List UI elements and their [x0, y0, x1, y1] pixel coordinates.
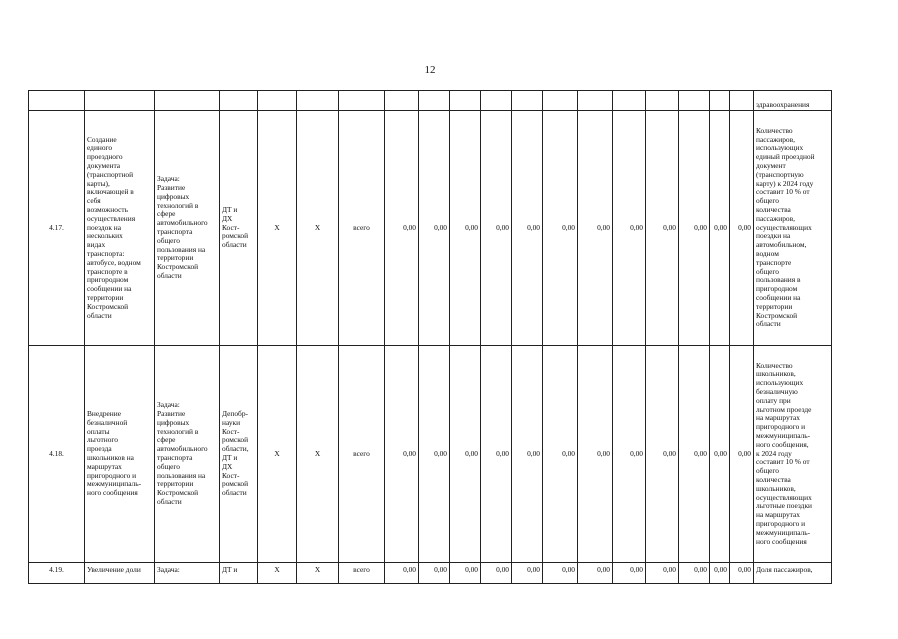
funding-value: 0,00	[419, 346, 450, 563]
table-cell	[220, 91, 258, 111]
measure-executor: Депобр- науки Кост- ромской области, ДТ и ДХ Кост- ромской области	[220, 346, 258, 563]
table-cell	[450, 91, 481, 111]
funding-value: 0,00	[730, 111, 754, 346]
table-row-4-17	[29, 111, 832, 346]
funding-value: 0,00	[710, 346, 730, 563]
funding-value: 0,00	[613, 346, 646, 563]
measure-task: Задача: Развитие цифровых технологий в сфере автомобильного транспорта общего пользования на территории Костромской области	[155, 111, 220, 346]
measure-result: Количество школьников, использующих безналичную оплату при льготном проезде на маршрутах пригородного и межмуниципаль- ного сообщения, к 2024 году составит 10 % от общего количества школьников, осуществляющих льготные поездки на маршрутах пригородного и межмуниципаль- ного сообщения	[754, 346, 832, 563]
measure-x-mark: Х	[258, 563, 297, 584]
measure-result: Количество пассажиров, использующих единый проездной документ (транспортную карту) к 2024 году составит 10 % от общего количества пассажиров, осуществляющих поездки на автомобильном, водном транспорте общего пользования в пригородном сообщении на территории Костромской области	[754, 111, 832, 346]
table-cell	[258, 91, 297, 111]
funding-value: 0,00	[679, 563, 710, 584]
funding-value: 0,00	[419, 111, 450, 346]
table-cell	[297, 91, 339, 111]
funding-value: 0,00	[385, 563, 419, 584]
funding-value: 0,00	[543, 563, 578, 584]
measure-task: Задача: Развитие цифровых технологий в сфере автомобильного транспорта общего пользования на территории Костромской области	[155, 346, 220, 563]
funding-value: 0,00	[481, 346, 512, 563]
measure-executor: ДТ и	[220, 563, 258, 584]
funding-value: 0,00	[613, 111, 646, 346]
table-cell	[679, 91, 710, 111]
measure-executor: ДТ и ДХ Кост- ромской области	[220, 111, 258, 346]
table-cell	[646, 91, 679, 111]
measure-x-mark: Х	[258, 111, 297, 346]
funding-value: 0,00	[385, 111, 419, 346]
funding-value: 0,00	[613, 563, 646, 584]
measure-name: Увеличение доли	[85, 563, 155, 584]
funding-value: 0,00	[578, 346, 613, 563]
table-cell	[419, 91, 450, 111]
funding-value: 0,00	[419, 563, 450, 584]
funding-value: 0,00	[512, 346, 543, 563]
table-row-4-19	[29, 563, 832, 584]
funding-value: 0,00	[710, 111, 730, 346]
funding-value: 0,00	[481, 111, 512, 346]
measure-x-mark: Х	[297, 563, 339, 584]
table-cell	[29, 91, 85, 111]
table-cell	[578, 91, 613, 111]
measure-task: Задача:	[155, 563, 220, 584]
table-cell	[710, 91, 730, 111]
funding-value: 0,00	[646, 563, 679, 584]
table-cell	[85, 91, 155, 111]
measure-x-mark: Х	[297, 346, 339, 563]
page-number: 12	[424, 64, 436, 76]
funding-source: всего	[339, 111, 385, 346]
funding-value: 0,00	[679, 346, 710, 563]
table-row-4-18	[29, 346, 832, 563]
funding-value: 0,00	[450, 563, 481, 584]
measure-number: 4.18.	[29, 346, 85, 563]
table-row	[29, 91, 832, 111]
funding-value: 0,00	[481, 563, 512, 584]
funding-value: 0,00	[543, 346, 578, 563]
funding-value: 0,00	[710, 563, 730, 584]
funding-value: 0,00	[543, 111, 578, 346]
table-cell	[155, 91, 220, 111]
result-fragment-cell: здравоохранения	[754, 91, 832, 111]
funding-value: 0,00	[450, 346, 481, 563]
table-cell	[613, 91, 646, 111]
measure-result: Доля пассажиров,	[754, 563, 832, 584]
funding-source: всего	[339, 563, 385, 584]
funding-value: 0,00	[646, 111, 679, 346]
table-cell	[543, 91, 578, 111]
funding-value: 0,00	[385, 346, 419, 563]
measure-number: 4.19.	[29, 563, 85, 584]
funding-value: 0,00	[512, 111, 543, 346]
measure-name: Внедрение безналичной оплаты льготного проезда школьников на маршрутах пригородного и межмуниципаль- ного сообщения	[85, 346, 155, 563]
program-measures-table	[28, 90, 832, 584]
measure-number: 4.17.	[29, 111, 85, 346]
measure-x-mark: Х	[297, 111, 339, 346]
measure-name: Создание единого проездного документа (транспортной карты), включающей в себя возможность осуществления поездок на нескольких видах транспорта: автобусе, водном транспорте в пригородном сообщении на территории Костромской области	[85, 111, 155, 346]
table-cell	[339, 91, 385, 111]
funding-value: 0,00	[646, 346, 679, 563]
funding-value: 0,00	[512, 563, 543, 584]
funding-value: 0,00	[730, 563, 754, 584]
funding-value: 0,00	[578, 563, 613, 584]
funding-value: 0,00	[730, 346, 754, 563]
funding-source: всего	[339, 346, 385, 563]
table-cell	[481, 91, 512, 111]
funding-value: 0,00	[450, 111, 481, 346]
table-cell	[512, 91, 543, 111]
funding-value: 0,00	[679, 111, 710, 346]
funding-value: 0,00	[578, 111, 613, 346]
table-cell	[385, 91, 419, 111]
table-cell	[730, 91, 754, 111]
measure-x-mark: Х	[258, 346, 297, 563]
